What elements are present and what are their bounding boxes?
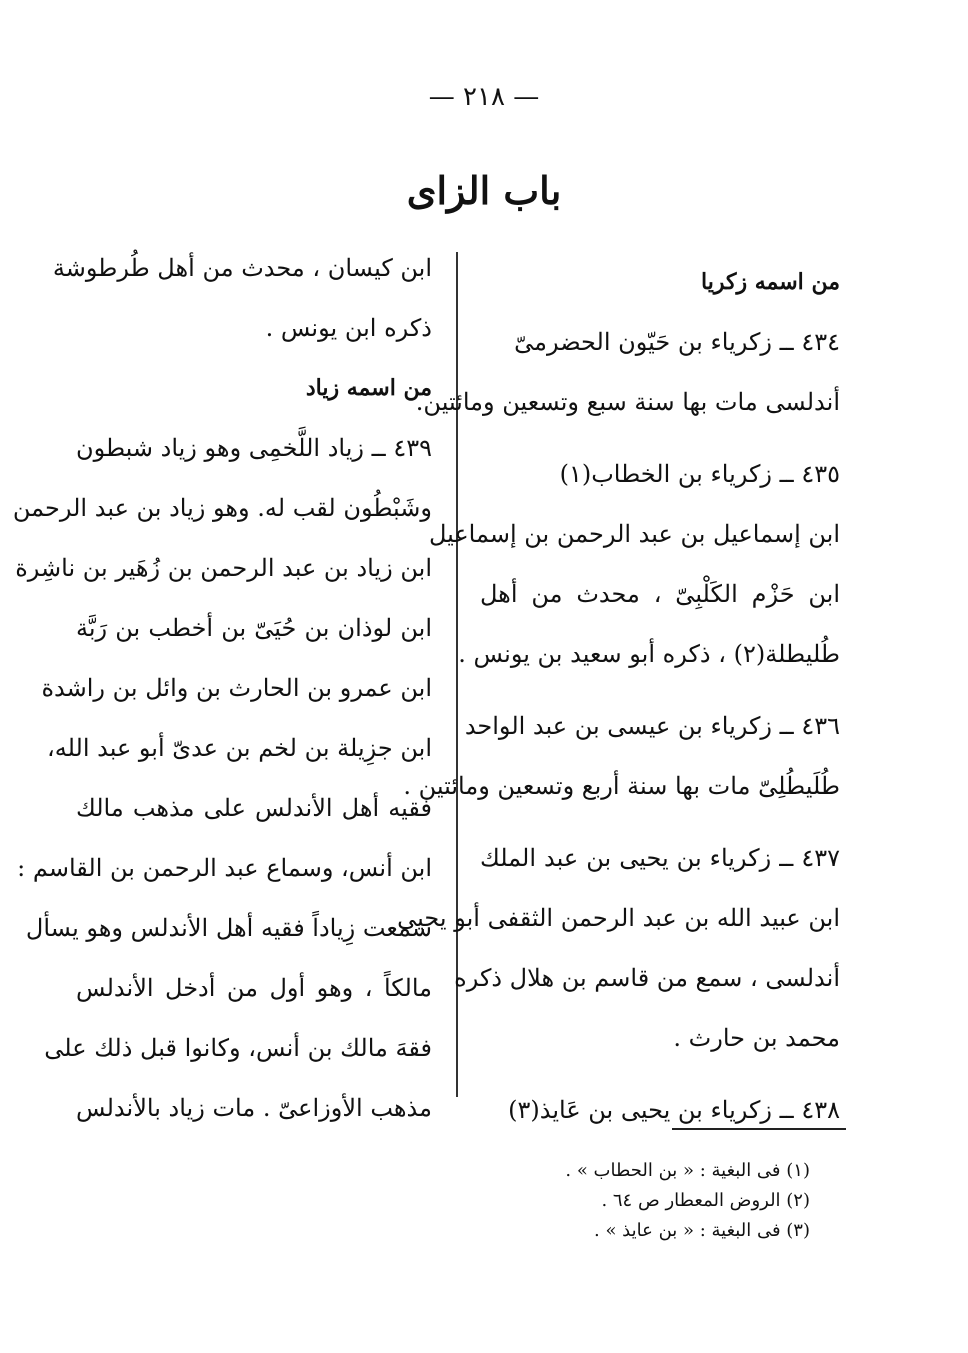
right-column (397, 252, 840, 1140)
footnote-rule (672, 1128, 846, 1130)
entry-436-line: ٤٣٦ ــ زكرياء بن عيسى بن عبد الواحد (464, 712, 840, 740)
text-line: ابن إسماعيل بن عبد الرحمن بن إسماعيل (428, 520, 840, 548)
entry-439-line: ٤٣٩ ــ زياد اللَّخمِى وهو زياد شبطون (75, 434, 432, 462)
entry-437-line: ٤٣٧ ــ زكرياء بن يحيى بن عبد الملك (480, 844, 840, 872)
text-line: محمد بن حارث . (673, 1024, 840, 1052)
text-line: طُليطلة(٢) ، ذكره أبو سعيد بن يونس . (458, 640, 840, 668)
text-line: مالكاً ، وهو أول من أدخل الأندلس (76, 974, 432, 1002)
footnote-2: (٢) الروض المعطار ص ٦٤ . (601, 1190, 810, 1211)
text-line: طُلَيطُلِىّ مات بها سنة أربع وتسعين ومائتين . (403, 772, 840, 800)
text-line: ابن جزِيلة بن لخم بن عدىّ أبو عبد الله، (46, 734, 432, 762)
text-line: وشَبْطُون لقب له. وهو زياد بن عبد الرحمن (12, 494, 432, 522)
text-line: ابن أنس، وسماع عبد الرحمن بن القاسم : (17, 854, 432, 882)
text-line: فقهَ مالك بن أنس، وكانوا قبل ذلك على (44, 1034, 432, 1062)
chapter-title: باب الزاى (406, 168, 562, 213)
text-line: ابن حَزْم الكَلْبِىّ ، محدث من أهل (480, 580, 840, 608)
entry-434-line: ٤٣٤ ــ زكرياء بن حَيّون الحضرمىّ (514, 328, 840, 356)
text-line: ابن كيسان ، محدث من أهل طُرطوشة (52, 254, 432, 282)
entry-438-line: ٤٣٨ ــ زكرياء بن يحيى بن عَايذ(٣) (508, 1096, 840, 1124)
text-line: ذكره ابن يونس . (265, 314, 432, 342)
text-line: ابن لوذان بن حُيَىّ بن أخطب بن رَبَّة (76, 614, 432, 642)
text-line: مذهب الأوزاعىّ . مات زياد بالأندلس (76, 1094, 432, 1122)
text-line: أندلسى مات بها سنة سبع وتسعين ومائتين. (415, 388, 840, 416)
text-line: ابن عمرو بن الحارث بن وائل بن راشدة (41, 674, 432, 702)
page-number: — ٢١٨ — (428, 82, 540, 112)
text-line: أندلسى ، سمع من قاسم بن هلال ذكره (454, 964, 840, 992)
section-heading-zakariya: من اسمه زكريا (701, 269, 840, 295)
footnote-1: (١) فى البغية : « بن الحطاب » . (565, 1160, 810, 1181)
text-line: ابن زياد بن عبد الرحمن بن زُهَير بن ناشِرة (15, 554, 432, 582)
footnote-3: (٣) فى البغية : « بن عايذ » . (594, 1220, 810, 1241)
text-line: فقيه أهل الأندلس على مذهب مالك (76, 794, 432, 822)
footnotes (390, 1156, 810, 1246)
section-heading-ziyad: من اسمه زياد (305, 375, 432, 401)
left-column (12, 238, 432, 1138)
text-line: سمعت زِياداً فقيه أهل الأندلس وهو يسأل (25, 914, 432, 942)
entry-435-line: ٤٣٥ ــ زكرياء بن الخطاب(١) (559, 460, 840, 488)
text-line: ابن عبيد الله بن عبد الرحمن الثقفى أبو يحيى (397, 904, 840, 932)
